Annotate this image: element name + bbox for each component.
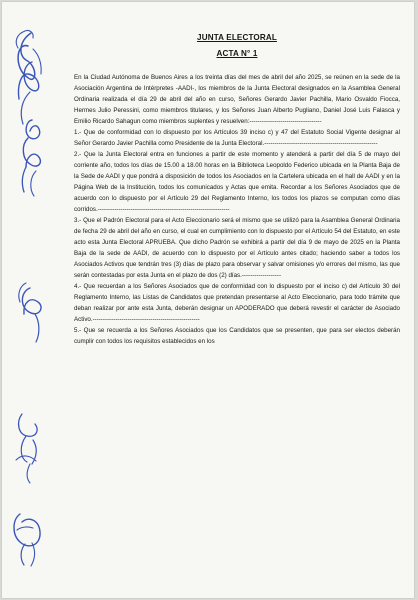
paragraph-4: 4.- Que recuerdan a los Señores Asociados que de conformidad con lo dispuesto por el inciso c) del Artículo 30 del Reglamento Interno, las Listas de Candidatos que pretendan presentarse al Acto Eleccionario, para todo trámite que deban realizar por ante esta Junta, deberán designar un APODERADO que deberá revestir el carácter de Asociado Activo.---------------------------------------------------- xyxy=(74,283,400,323)
document-title-text: JUNTA ELECTORAL xyxy=(197,33,277,42)
act-number xyxy=(74,48,400,59)
act-content xyxy=(74,32,400,347)
paragraph-3: 3.- Que el Padrón Electoral para el Acto Eleccionario será el mismo que se utilizó para la Asamblea General Ordinaria de fecha 29 de abril del año en curso, el cual en cumplimiento con lo dispuesto por el Artículo 54 del Estatuto, en este acto esta Junta Electoral APRUEBA. Que dicho Padrón se exhibirá a partir del día 9 de mayo de 2025 en la Planta Baja de la sede de AADI, de acuerdo con lo dispuesto por el Artículo antes citado; haciendo saber a todos los Asociados Activos que tendrán tres (3) días de plazo para observar y salvar omisiones y/o errores del mismo, las que serán contestadas por esta Junta en el plazo de dos (2) días.------------------- xyxy=(74,217,400,279)
paragraph-2: 2.- Que la Junta Electoral entra en funciones a partir de este momento y atenderá a partir del día 5 de mayo del corriente año, todos los días de 15.00 a 18.00 horas en la Biblioteca Leopoldo Federico ubicada en la Planta Baja de la Sede de AADI y que pondrá a disposición de todos los Asociados en la Cartelera ubicada en el hall de AADI y en la Página Web de la Institución, todos los comunicados y Actas que emita. Recordar a los Señores Asociados que de acuerdo con lo dispuesto por el Artículo 29 del Reglamento Interno, los todos los plazos se computan como días corridos.---------------------------------------------------------------- xyxy=(74,151,400,213)
paragraph-5: 5.- Que se recuerda a los Señores Asociados que los Candidatos que se presenten, que para ser electos deberán cumplir con todos los requisitos establecidos en los xyxy=(74,327,400,345)
signature-margin xyxy=(2,2,60,598)
document-title xyxy=(74,32,400,43)
paragraph-1: 1.- Que de conformidad con lo dispuesto por los Artículos 39 inciso c) y 47 del Estatuto Social Vigente designar al Señor Gerardo Javier Pachilla como Presidente de la Junta Electoral.------------------------------------------------------- xyxy=(74,129,400,147)
document-page xyxy=(2,2,414,598)
act-number-text: ACTA N° 1 xyxy=(216,49,258,58)
paragraph-intro: En la Ciudad Autónoma de Buenos Aires a los treinta días del mes de abril del año 2025, se reúnen en la sede de la Asociación Argentina de Intérpretes -AADI-, los miembros de la Junta Electoral designados en la Asamblea General Ordinaria realizada el día 29 de abril del año en curso, Señores Gerardo Javier Pachilla, Mario Osvaldo Fiocca, Hermes Julio Peressini, como miembros titulares, y los Señores Juan Alberto Pugliano, Daniel José Luis Falasca y Emilio Ricardo Sahagun como miembros suplentes y resuelven:----------------------------------- xyxy=(74,74,400,125)
handwritten-signatures xyxy=(2,2,60,598)
